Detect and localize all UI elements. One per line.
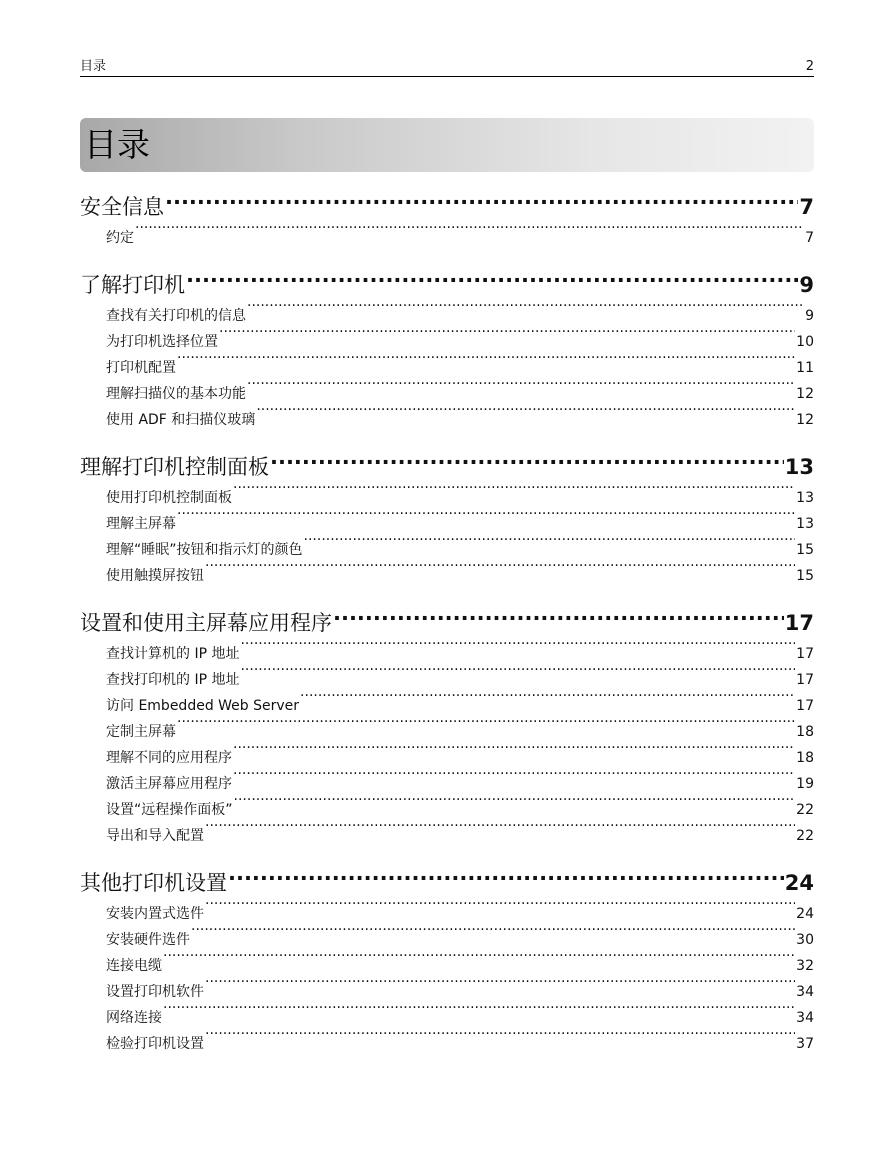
toc-subsection-entry[interactable]: [80, 372, 814, 402]
toc-subsection-list: [80, 892, 814, 1052]
toc-subsection-page: 7: [805, 230, 814, 246]
toc-subsection-page: 17: [796, 646, 814, 662]
dot-leader: [300, 684, 795, 710]
toc-chapter-title: 安全信息: [80, 195, 164, 219]
dot-leader: [205, 892, 795, 918]
toc-subsection-entry[interactable]: [80, 970, 814, 1000]
toc-subsection-title: 约定: [106, 230, 134, 246]
toc-subsection-title: 定制主屏幕: [106, 724, 176, 740]
toc-chapter-page: 7: [799, 195, 814, 219]
toc-subsection-page: 24: [796, 906, 814, 922]
toc-subsection-page: 18: [796, 724, 814, 740]
toc-subsection-list: [80, 476, 814, 584]
toc-subsection-title: 设置打印机软件: [106, 984, 204, 1000]
toc-subsection-page: 34: [796, 984, 814, 1000]
dot-leader: [205, 1022, 795, 1048]
toc-subsection-title: 激活主屏幕应用程序: [106, 776, 232, 792]
toc-subsection-page: 17: [796, 698, 814, 714]
toc-subsection-list: [80, 632, 814, 844]
dot-leader: [247, 294, 804, 320]
toc-subsection-title: 设置“远程操作面板”: [106, 802, 233, 818]
dot-leader: [234, 788, 796, 814]
toc-subsection-title: 为打印机选择位置: [106, 334, 218, 350]
dot-leader: [191, 918, 795, 944]
toc-subsection-page: 12: [796, 386, 814, 402]
running-header: [80, 0, 814, 77]
toc-subsection-page: 11: [796, 360, 814, 376]
toc-subsection-title: 查找有关打印机的信息: [106, 308, 246, 324]
toc-subsection-entry[interactable]: [80, 216, 814, 246]
toc-title-banner: [80, 118, 814, 172]
dot-leader: [233, 476, 795, 502]
dot-leader: [165, 186, 798, 214]
table-of-contents: [80, 186, 814, 1052]
toc-section: [80, 862, 814, 1052]
toc-chapter-title: 设置和使用主屏幕应用程序: [80, 611, 332, 635]
toc-subsection-page: 13: [796, 490, 814, 506]
toc-subsection-title: 导出和导入配置: [106, 828, 204, 844]
dot-leader: [304, 528, 796, 554]
toc-chapter-title: 了解打印机: [80, 273, 185, 297]
toc-subsection-page: 32: [796, 958, 814, 974]
toc-subsection-page: 13: [796, 516, 814, 532]
header-page-number: 2: [805, 59, 814, 74]
toc-subsection-page: 22: [796, 802, 814, 818]
dot-leader: [163, 996, 795, 1022]
toc-chapter-page: 24: [784, 871, 814, 895]
dot-leader: [177, 710, 795, 736]
toc-subsection-page: 17: [796, 672, 814, 688]
toc-subsection-page: 10: [796, 334, 814, 350]
toc-subsection-entry[interactable]: [80, 294, 814, 324]
toc-chapter-title: 其他打印机设置: [80, 871, 227, 895]
dot-leader: [163, 944, 795, 970]
toc-subsection-entry[interactable]: [80, 918, 814, 948]
dot-leader: [205, 970, 795, 996]
dot-leader: [205, 554, 795, 580]
toc-chapter-page: 13: [784, 455, 814, 479]
toc-subsection-title: 使用 ADF 和扫描仪玻璃: [106, 412, 256, 428]
toc-subsection-page: 37: [796, 1036, 814, 1052]
dot-leader: [135, 216, 804, 242]
toc-chapter-entry[interactable]: [80, 862, 814, 895]
toc-subsection-title: 使用触摸屏按钮: [106, 568, 204, 584]
toc-subsection-title: 理解扫描仪的基本功能: [106, 386, 246, 402]
toc-subsection-title: 理解“睡眠”按钮和指示灯的颜色: [106, 542, 303, 558]
toc-subsection-title: 使用打印机控制面板: [106, 490, 232, 506]
dot-leader: [205, 814, 795, 840]
toc-subsection-title: 查找计算机的 IP 地址: [106, 646, 240, 662]
toc-subsection-page: 12: [796, 412, 814, 428]
toc-subsection-title: 查找打印机的 IP 地址: [106, 672, 240, 688]
toc-chapter-entry[interactable]: [80, 446, 814, 479]
toc-subsection-title: 安装硬件选件: [106, 932, 190, 948]
toc-section: [80, 446, 814, 584]
dot-leader: [186, 264, 798, 292]
document-page: [80, 0, 814, 1070]
toc-subsection-title: 访问 Embedded Web Server: [106, 698, 300, 714]
toc-subsection-title: 理解主屏幕: [106, 516, 176, 532]
toc-subsection-entry[interactable]: [80, 346, 814, 376]
toc-chapter-page: 17: [784, 611, 814, 635]
toc-subsection-page: 19: [796, 776, 814, 792]
toc-subsection-entry[interactable]: [80, 502, 814, 532]
toc-subsection-title: 检验打印机设置: [106, 1036, 204, 1052]
dot-leader: [177, 502, 795, 528]
toc-section: [80, 264, 814, 428]
dot-leader: [219, 320, 795, 346]
toc-subsection-title: 连接电缆: [106, 958, 162, 974]
toc-chapter-title: 理解打印机控制面板: [80, 455, 269, 479]
toc-subsection-title: 打印机配置: [106, 360, 176, 376]
toc-chapter-entry[interactable]: [80, 186, 814, 219]
dot-leader: [247, 372, 795, 398]
toc-subsection-list: [80, 294, 814, 428]
dot-leader: [270, 446, 784, 474]
dot-leader: [240, 658, 795, 684]
toc-subsection-entry[interactable]: [80, 528, 814, 558]
toc-subsection-page: 9: [805, 308, 814, 324]
toc-subsection-title: 安装内置式选件: [106, 906, 204, 922]
toc-subsection-page: 15: [796, 568, 814, 584]
toc-subsection-entry[interactable]: [80, 996, 814, 1026]
toc-subsection-page: 22: [796, 828, 814, 844]
dot-leader: [256, 398, 795, 424]
dot-leader: [177, 346, 795, 372]
toc-title: 目录: [84, 125, 150, 164]
dot-leader: [333, 602, 784, 630]
toc-chapter-entry[interactable]: [80, 602, 814, 635]
toc-subsection-page: 30: [796, 932, 814, 948]
toc-subsection-entry[interactable]: [80, 944, 814, 974]
header-section-title: 目录: [80, 59, 107, 74]
toc-section: [80, 186, 814, 246]
toc-subsection-list: [80, 216, 814, 246]
dot-leader: [240, 632, 795, 658]
toc-subsection-title: 网络连接: [106, 1010, 162, 1026]
dot-leader: [233, 762, 795, 788]
toc-subsection-entry[interactable]: [80, 710, 814, 740]
toc-chapter-page: 9: [799, 273, 814, 297]
toc-subsection-entry[interactable]: [80, 1022, 814, 1052]
toc-section: [80, 602, 814, 844]
toc-chapter-entry[interactable]: [80, 264, 814, 297]
toc-subsection-entry[interactable]: [80, 736, 814, 766]
toc-subsection-page: 15: [796, 542, 814, 558]
toc-subsection-title: 理解不同的应用程序: [106, 750, 232, 766]
toc-subsection-page: 34: [796, 1010, 814, 1026]
toc-subsection-page: 18: [796, 750, 814, 766]
dot-leader: [233, 736, 795, 762]
dot-leader: [228, 862, 784, 890]
